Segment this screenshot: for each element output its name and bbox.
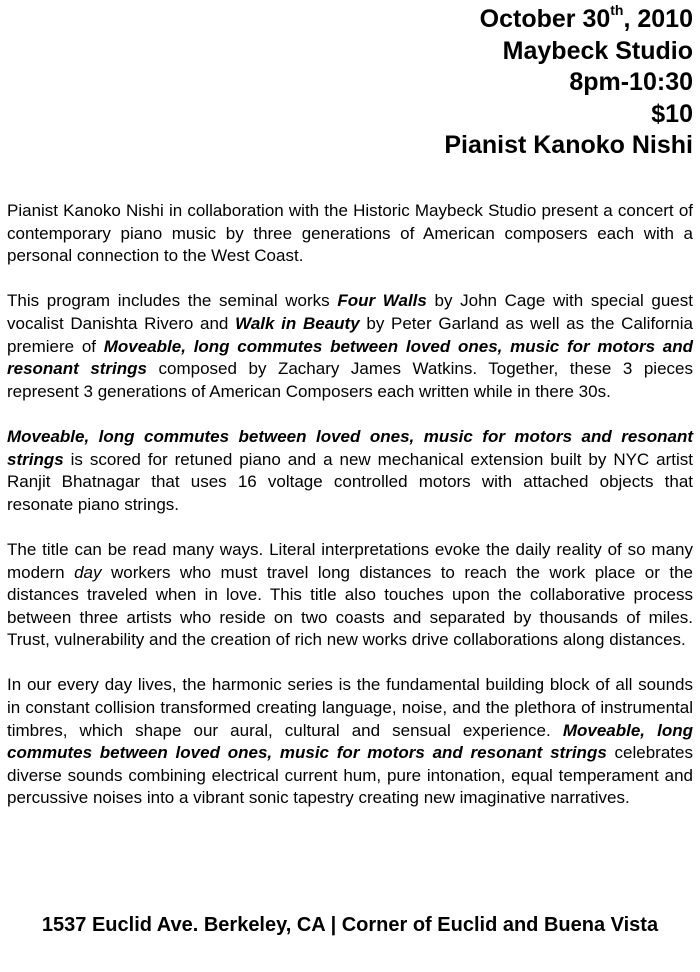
event-price: $10: [651, 99, 693, 128]
paragraph-text: Pianist Kanoko Nishi in collaboration with the Historic Maybeck Studio present a concert of contemporary piano music by three generations of American composers each with a personal connection to the West Coast.: [7, 201, 693, 266]
paragraph-text: by John Cage with special guest vocalist Danishta Rivero and: [7, 291, 693, 333]
paragraph-instrumentation: [7, 426, 693, 516]
work-title-moveable: Moveable, long commutes between loved ones, music for motors and resonant strings: [7, 336, 693, 379]
paragraph-program: [7, 290, 693, 403]
paragraph-harmonic-series: [7, 674, 693, 810]
paragraph-intro: [7, 200, 693, 268]
event-time: 8pm-10:30: [569, 68, 693, 96]
paragraph-text: workers who must travel long distances to reach the work place or the distances traveled when in love. This title also touches upon the collaborative process between three artists who reside on two coasts and separated by thousands of miles. Trust, vulnerability and the creation of rich new works drive collaborations along distances.: [7, 562, 693, 650]
paragraph-text: by Peter Garland as well as the California premiere of: [7, 313, 693, 356]
paragraph-text: In our every day lives, the harmonic series is the fundamental building block of all sounds in constant collision transformed creating language, noise, and the plethora of instrumental timbres, which shape our aural, cultural and sensual experience.: [7, 675, 693, 740]
event-date: [444, 1, 693, 36]
date-text: October 30: [479, 5, 611, 33]
emphasis-day: day: [74, 562, 102, 582]
paragraph-title-meaning: [7, 539, 693, 652]
date-ordinal-suffix: th: [610, 1, 624, 18]
paragraph-text: The title can be read many ways. Literal interpretations evoke the daily reality of so many modern: [7, 539, 693, 582]
work-title-moveable: Moveable, long commutes between loved ones, music for motors and resonant strings: [7, 720, 693, 763]
event-venue: Maybeck Studio: [502, 36, 693, 65]
paragraph-text: is scored for retuned piano and a new mechanical extension built by NYC artist Ranjit Bhatnagar that uses 16 voltage controlled motors with attached objects that resonate piano strings.: [7, 449, 693, 514]
paragraph-text: celebrates diverse sounds combining electrical current hum, pure intonation, equal temperament and percussive noises into a vibrant sonic tapestry creating new imaginative narratives.: [7, 743, 693, 808]
paragraph-text: This program includes the seminal works: [7, 291, 338, 311]
work-title-four-walls: Four Walls: [337, 291, 427, 311]
work-title-walk-in-beauty: Walk in Beauty: [235, 313, 360, 333]
work-title-moveable: Moveable, long commutes between loved ones, music for motors and resonant strings: [7, 426, 693, 469]
date-year: , 2010: [623, 5, 693, 33]
event-description: [7, 200, 693, 833]
event-header: [444, 1, 693, 162]
paragraph-text: composed by Zachary James Watkins. Together, these 3 pieces represent 3 generations of American Composers each written while in there 30s.: [7, 359, 693, 401]
venue-address: 1537 Euclid Ave. Berkeley, CA | Corner of Euclid and Buena Vista: [41, 914, 659, 936]
event-performer: Pianist Kanoko Nishi: [444, 131, 693, 159]
